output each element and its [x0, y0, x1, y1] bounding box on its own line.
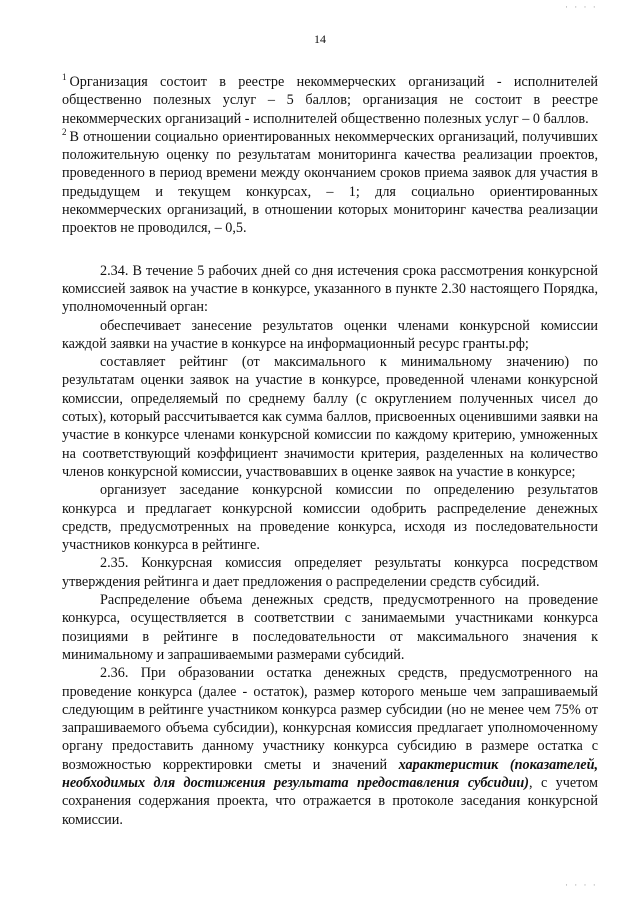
page-number: 14 [314, 32, 326, 46]
paragraph-2-36 [62, 664, 598, 829]
section-gap [62, 238, 598, 262]
footnote-text: В отношении социально ориентированных некоммерческих организаций, получивших положительную оценку по результатам мониторинга качества реализации проектов, проведенного в период времени между окончанием сроков приема заявок для участия в предыдущем и текущем конкурсах, – 1; для социально ориентированных некоммерческих организаций, в отношении которых мониторинг качества реализации проектов не проводился, – 0,5. [62, 128, 598, 237]
paragraph-2-36-text-end: , с учетом сохранения содержания проекта, что отражается в протоколе заседания конкурсной комиссии. [62, 774, 598, 828]
footnote-1 [62, 73, 598, 128]
paragraph-2-35-item-1: Распределение объема денежных средств, предусмотренного на проведение конкурса, осуществляется в соответствии с занимаемыми участниками конкурса позициями в рейтинге в последовательности от максимального значения к минимальному и запрашиваемыми размерами субсидий. [62, 592, 598, 663]
paragraph-2-36-text-start: 2.36. При образовании остатка денежных средств, предусмотренного на проведение конкурса (далее - остаток), размер которого меньше чем запрашиваемый следующим в рейтинге участником конкурса размер субсидии (но не менее чем 75% от запрашиваемого объема субсидии), конкурсная комиссия предлагает уполномоченному органу предоставить данному участнику конкурса субсидию в размере остатка с возможностью корректировки сметы и значений [62, 665, 598, 773]
paragraph-2-34-item-2: составляет рейтинг (от максимального к минимальному значению) по результатам оценки заявок на участие в конкурсе, проведенной членами конкурсной комиссии, определяемый по среднему баллу (с округлением полученных чисел до сотых), который рассчитывается как сумма баллов, присвоенных оценившими заявки на участие в конкурсе членами конкурсной комиссии по каждому критерию, умноженных на соответствующий коэффициент значимости критерия, разделенных на количество членов конкурсной комиссии, участвовавших в оценке заявок на участие в конкурсе; [62, 354, 598, 480]
paragraph-2-34: 2.34. В течение 5 рабочих дней со дня истечения срока рассмотрения конкурсной комиссией заявок на участие в конкурсе, указанного в пункте 2.30 настоящего Порядка, уполномоченный орган: [62, 262, 598, 316]
paragraph-2-34-item-3: организует заседание конкурсной комиссии по определению результатов конкурса и предлагает конкурсной комиссии одобрить распределение денежных средств, предусмотренных на проведение конкурса, исходя из последовательности участников конкурса в рейтинге. [62, 482, 598, 554]
paragraph-2-34-item-1: обеспечивает занесение результатов оценки членами конкурсной комиссии каждой заявки на участие в конкурсе на информационный ресурс гранты.рф; [62, 317, 598, 352]
paragraph-2-36-emphasis: характеристик (показателей, необходимых для достижения результата предоставления субсидии) [62, 756, 599, 791]
scan-artifact-bottom: · · · · [565, 880, 598, 890]
footnote-marker: 2 [62, 127, 67, 138]
footnote-text: Организация состоит в реестре некоммерческих организаций - исполнителей общественно полезных услуг – 5 баллов; организация не состоит в реестре некоммерческих организаций - исполнителей общественно полезных услуг – 0 баллов. [62, 74, 598, 127]
footnote-marker: 1 [62, 72, 67, 83]
paragraph-2-35: 2.35. Конкурсная комиссия определяет результаты конкурса посредством утверждения рейтинга и дает предложения о распределении средств субсидий. [62, 555, 598, 590]
footnote-2 [62, 128, 598, 238]
scan-artifact-top: · · · · [565, 2, 598, 12]
document-body [62, 73, 598, 829]
